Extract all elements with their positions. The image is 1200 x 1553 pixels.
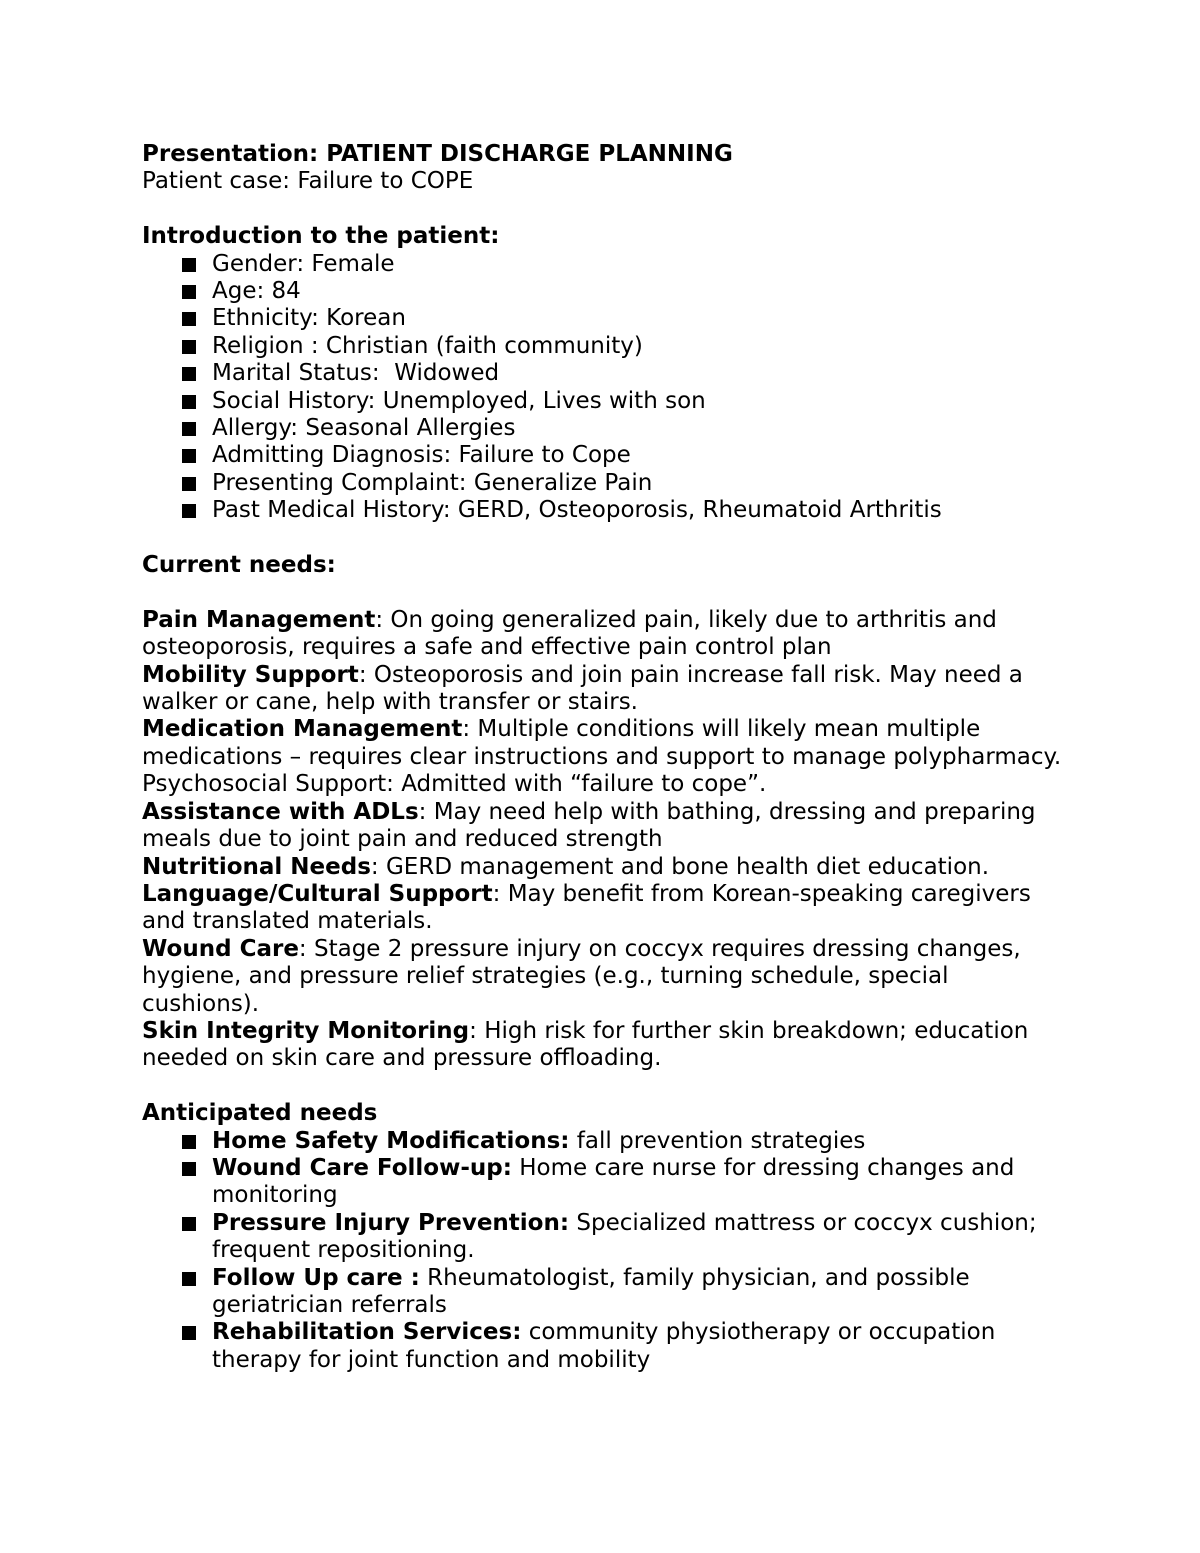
square-bullet-icon <box>182 340 196 354</box>
need-psychosocial-support: Psychosocial Support: Admitted with “failure to cope”. <box>142 771 767 798</box>
introduction-list <box>142 251 1072 525</box>
square-bullet-icon <box>182 449 196 463</box>
need-wound-care: Wound Care: Stage 2 pressure injury on coccyx requires dressing changes, hygiene, and pressure relief strategies (e.g., turning schedule, special cushions). <box>142 935 1021 1017</box>
document-body <box>142 141 1072 1374</box>
need-skin-integrity: Skin Integrity Monitoring: High risk for further skin breakdown; education needed on skin care and pressure offloading. <box>142 1017 1029 1072</box>
list-item: Presenting Complaint: Generalize Pain <box>142 470 1072 497</box>
need-language-cultural: Language/Cultural Support: May benefit from Korean-speaking caregivers and translated materials. <box>142 880 1031 935</box>
square-bullet-icon <box>182 422 196 436</box>
anticipated-needs-heading: Anticipated needs <box>142 1100 378 1127</box>
square-bullet-icon <box>182 1326 196 1340</box>
need-nutritional: Nutritional Needs: GERD management and bone health diet education. <box>142 853 990 880</box>
need-medication-management: Medication Management: Multiple conditions will likely mean multiple medications – requires clear instructions and support to manage polypharmacy. <box>142 716 1062 770</box>
list-item: Admitting Diagnosis: Failure to Cope <box>142 442 1072 469</box>
list-item: Religion : Christian (faith community) <box>142 333 1072 360</box>
list-item: Ethnicity: Korean <box>142 305 1072 332</box>
square-bullet-icon <box>182 258 196 272</box>
list-item: Follow Up care : Rheumatologist, family physician, and possible geriatrician referrals <box>142 1265 1072 1320</box>
square-bullet-icon <box>182 1217 196 1231</box>
square-bullet-icon <box>182 1272 196 1286</box>
list-item: Pressure Injury Prevention: Specialized mattress or coccyx cushion; frequent repositioning. <box>142 1210 1072 1265</box>
square-bullet-icon <box>182 367 196 381</box>
anticipated-needs-list <box>142 1128 1072 1375</box>
square-bullet-icon <box>182 312 196 326</box>
need-mobility-support: Mobility Support: Osteoporosis and join pain increase fall risk. May need a walker or cane, help with transfer or stairs. <box>142 661 1023 716</box>
square-bullet-icon <box>182 1162 196 1176</box>
list-item: Allergy: Seasonal Allergies <box>142 415 1072 442</box>
need-pain-management: Pain Management: On going generalized pain, likely due to arthritis and osteoporosis, requires a safe and effective pain control plan <box>142 606 997 661</box>
need-assistance-adls: Assistance with ADLs: May need help with bathing, dressing and preparing meals due to joint pain and reduced strength <box>142 798 1036 853</box>
list-item: Home Safety Modifications: fall prevention strategies <box>142 1128 1072 1155</box>
current-needs-heading: Current needs: <box>142 552 336 579</box>
document-subtitle: Patient case: Failure to COPE <box>142 168 474 195</box>
square-bullet-icon <box>182 504 196 518</box>
introduction-heading: Introduction to the patient: <box>142 223 500 250</box>
list-item: Gender: Female <box>142 251 1072 278</box>
list-item: Wound Care Follow-up: Home care nurse for dressing changes and monitoring <box>142 1155 1072 1210</box>
square-bullet-icon <box>182 285 196 299</box>
square-bullet-icon <box>182 1135 196 1149</box>
list-item: Marital Status: Widowed <box>142 360 1072 387</box>
list-item: Age: 84 <box>142 278 1072 305</box>
list-item: Social History: Unemployed, Lives with son <box>142 388 1072 415</box>
square-bullet-icon <box>182 477 196 491</box>
list-item: Past Medical History: GERD, Osteoporosis, Rheumatoid Arthritis <box>142 497 1072 524</box>
square-bullet-icon <box>182 395 196 409</box>
document-title: Presentation: PATIENT DISCHARGE PLANNING <box>142 141 733 167</box>
list-item: Rehabilitation Services: community physiotherapy or occupation therapy for joint function and mobility <box>142 1319 1072 1374</box>
